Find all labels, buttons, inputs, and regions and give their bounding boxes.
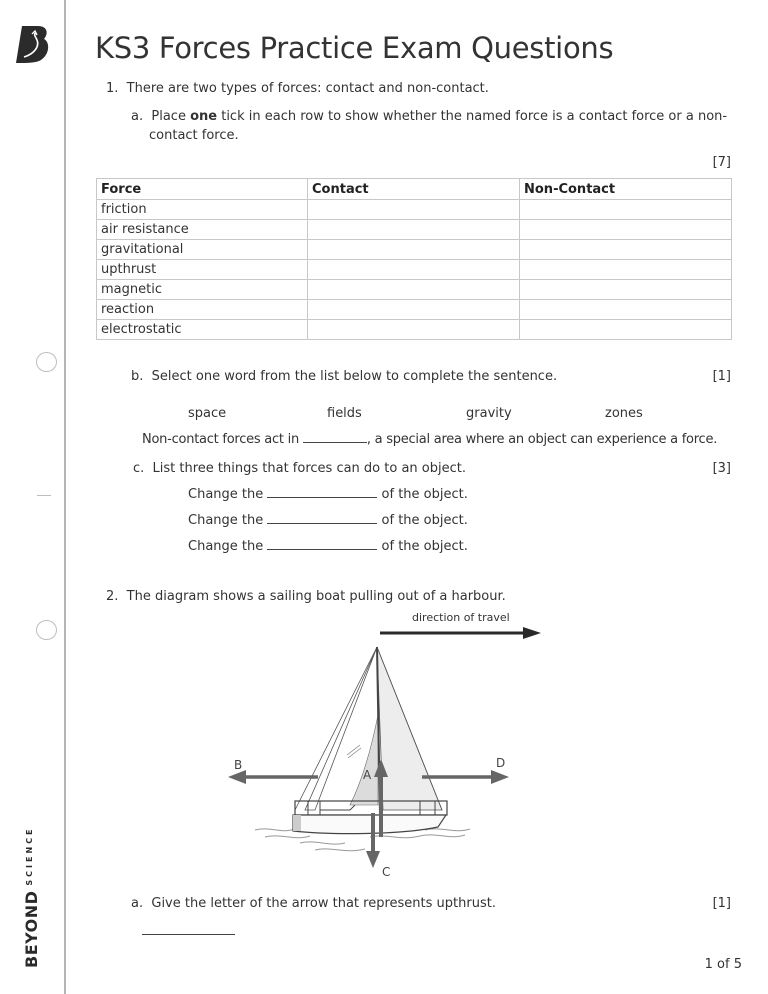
arrow-label-b: B [234, 758, 243, 772]
non-contact-tick-cell[interactable] [520, 300, 732, 320]
table-row [97, 320, 732, 340]
answer-blank[interactable] [267, 522, 377, 524]
change-before: Change the [188, 539, 264, 554]
word-option: zones [605, 406, 643, 421]
q1a-text-before: Place [151, 109, 191, 124]
q1c-marks: [3] [712, 461, 731, 476]
q1c-text [133, 461, 466, 476]
q1a-text [131, 109, 727, 124]
contact-tick-cell[interactable] [308, 240, 520, 260]
word-option: space [188, 406, 227, 421]
change-after: of the object. [381, 487, 468, 502]
sentence-after: , a special area where an object can experience a force. [366, 432, 718, 447]
q1-number: 1. [106, 81, 119, 96]
change-line [188, 487, 468, 502]
sentence-before: Non-contact forces act in [142, 432, 299, 447]
answer-blank[interactable] [267, 496, 377, 498]
force-name: upthrust [97, 260, 308, 280]
header-non-contact: Non-Contact [520, 179, 732, 200]
table-row [97, 200, 732, 220]
brand-sub: SCIENCE [25, 826, 34, 886]
contact-tick-cell[interactable] [308, 300, 520, 320]
table-row [97, 300, 732, 320]
contact-tick-cell[interactable] [308, 260, 520, 280]
direction-label: direction of travel [412, 611, 510, 624]
contact-tick-cell[interactable] [308, 320, 520, 340]
q1b-label: b. [131, 369, 144, 384]
arrow-label-d: D [496, 756, 506, 770]
force-arrow-b [228, 770, 318, 784]
q2a-text [131, 896, 496, 911]
brand-name: BEYOND [22, 890, 41, 968]
q1b-marks: [1] [712, 369, 731, 384]
contact-tick-cell[interactable] [308, 280, 520, 300]
q1a-text-after: tick in each row to show whether the named force is a contact force or a non- [217, 109, 728, 124]
punch-hole [36, 352, 57, 372]
word-option: gravity [466, 406, 512, 421]
non-contact-tick-cell[interactable] [520, 200, 732, 220]
change-after: of the object. [381, 513, 468, 528]
table-row [97, 240, 732, 260]
answer-blank[interactable] [303, 441, 367, 443]
table-header-row [97, 179, 732, 200]
arrow-label-c: C [382, 865, 391, 879]
margin-line [64, 0, 66, 994]
fold-mark [37, 495, 51, 496]
brand-wordmark [22, 826, 41, 968]
contact-tick-cell[interactable] [308, 220, 520, 240]
change-line [188, 513, 468, 528]
sailboat-diagram [220, 605, 560, 890]
table-row [97, 220, 732, 240]
q1c-label: c. [133, 461, 145, 476]
table-row [97, 280, 732, 300]
change-after: of the object. [381, 539, 468, 554]
q2-text: The diagram shows a sailing boat pulling out of a harbour. [126, 589, 506, 604]
force-name: reaction [97, 300, 308, 320]
header-force: Force [97, 179, 308, 200]
q2-stem [106, 589, 506, 604]
q2a-question: Give the letter of the arrow that represents upthrust. [151, 896, 496, 911]
punch-hole [36, 620, 57, 640]
non-contact-tick-cell[interactable] [520, 220, 732, 240]
force-name: friction [97, 200, 308, 220]
q2-number: 2. [106, 589, 119, 604]
table-row [97, 260, 732, 280]
non-contact-tick-cell[interactable] [520, 320, 732, 340]
q2a-label: a. [131, 896, 144, 911]
answer-blank[interactable] [267, 548, 377, 550]
change-before: Change the [188, 487, 264, 502]
q1c-question: List three things that forces can do to an object. [152, 461, 466, 476]
q1-text: There are two types of forces: contact and non-contact. [126, 81, 489, 96]
force-name: air resistance [97, 220, 308, 240]
q1-stem [106, 81, 489, 96]
sailboat-icon [293, 647, 447, 834]
q2a-marks: [1] [712, 896, 731, 911]
q1b-question: Select one word from the list below to complete the sentence. [151, 369, 558, 384]
header-contact: Contact [308, 179, 520, 200]
contact-tick-cell[interactable] [308, 200, 520, 220]
q1a-label: a. [131, 109, 144, 124]
change-before: Change the [188, 513, 264, 528]
word-option: fields [327, 406, 362, 421]
q1a-marks: [7] [712, 155, 731, 170]
q1b-text [131, 369, 557, 384]
non-contact-tick-cell[interactable] [520, 260, 732, 280]
non-contact-tick-cell[interactable] [520, 240, 732, 260]
beyond-logo-icon [14, 24, 50, 64]
force-name: gravitational [97, 240, 308, 260]
answer-line[interactable] [142, 934, 235, 935]
force-name: magnetic [97, 280, 308, 300]
forces-table [96, 178, 732, 340]
arrow-label-a: A [363, 768, 372, 782]
q1a-bold: one [190, 109, 218, 124]
page-title: KS3 Forces Practice Exam Questions [95, 31, 614, 65]
direction-arrow [380, 627, 541, 639]
change-line [188, 539, 468, 554]
non-contact-tick-cell[interactable] [520, 280, 732, 300]
force-name: electrostatic [97, 320, 308, 340]
q1a-text-line2: contact force. [149, 128, 239, 143]
force-arrow-d [422, 770, 509, 784]
page-number: 1 of 5 [704, 957, 742, 972]
q1b-sentence [142, 432, 717, 447]
